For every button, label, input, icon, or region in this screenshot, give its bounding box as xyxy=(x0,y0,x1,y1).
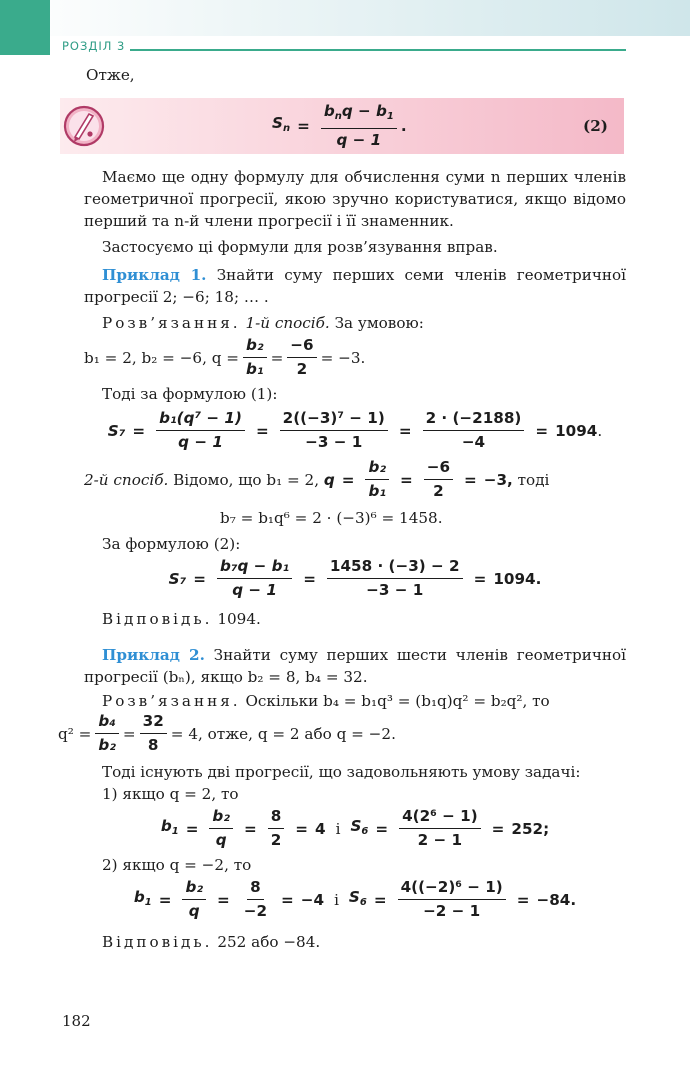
example-2-q-squared: q² = $\frac{\text{b₄}}{\text{b₂}}$ = $\frac{32}{8}$ = 4, отже, q = 2 або q = −2. xyxy=(58,712,396,754)
example-2-solution: Розв’язання. Оскільки b₄ = b₁q³ = (b₁q)q² = b₂q², то xyxy=(102,692,550,710)
page-number: 182 xyxy=(62,1012,91,1030)
example-1-by-formula2: За формулою (2): xyxy=(102,535,241,553)
page-content xyxy=(58,62,627,953)
example-1-statement: Приклад 1. Знайти суму перших семи членів геометричної прогресії 2; −6; 18; … . xyxy=(84,266,626,306)
example-1-then-formula1: Тоді за формулою (1): xyxy=(102,385,278,403)
pencil-circle-icon xyxy=(62,104,106,148)
example-1-b7: b₇ = b₁q⁶ = 2 · (−3)⁶ = 1458. xyxy=(220,509,443,527)
chapter-rule xyxy=(130,49,626,51)
top-band xyxy=(0,0,690,36)
example-2-case1: 1) якщо q = 2, то xyxy=(102,785,239,803)
example-1-answer: Відповідь. 1094. xyxy=(102,610,261,628)
chapter-label: РОЗДІЛ 3 xyxy=(62,39,126,53)
formula-2: $S_n$ = $\frac{b_nq - b_1}{q - 1}$ . xyxy=(272,102,407,149)
chapter-tab xyxy=(0,0,50,55)
intro-text: Отже, xyxy=(86,66,135,84)
formula-2-box xyxy=(60,98,624,154)
case2-formula: $b_1$ = $\frac{\text{b₂}}{q}$ = $\frac{8}{-2}$ = −4 і $S_6$ = $\frac{\text{4((−2)⁶ − 1)}}{-2 - 1}$ = −84. xyxy=(133,878,577,920)
s7-formula-2: S₇ = $\frac{\text{b₇q − b₁}}{q - 1}$ = $\frac{1458 \cdot (-3) - 2}{-3 - 1}$ = 1094. xyxy=(168,557,542,599)
para-apply: Застосуємо ці формули для розв’язування вправ. xyxy=(102,238,498,256)
para-formula-description: Маємо ще одну формулу для обчислення суми n перших членів геометричної прогресії, якою зручно користуватися, якщо відомо перший та n-й члени прогресії і її знаменник. xyxy=(84,168,626,230)
example-2-case2: 2) якщо q = −2, то xyxy=(102,856,252,874)
example-1-solution-intro: Розв’язання. 1-й спосіб. За умовою: xyxy=(102,314,424,332)
s7-formula-1: S₇ = $\frac{\text{b₁(q⁷ − 1)}}{q - 1}$ = $\frac{\text{2((−3)⁷ − 1)}}{-3 - 1}$ = $\frac{2 \cdot (-2188)}{-4}$ = 1094 . xyxy=(107,409,603,451)
example-1-method2: 2-й спосіб. Відомо, що b₁ = 2, q = $\frac{\text{b₂}}{\text{b₁}}$ = $\frac{-6}{2}$ = −3, тоді xyxy=(84,458,550,500)
case1-formula: $b_1$ = $\frac{\text{b₂}}{q}$ = $\frac{8}{2}$ = 4 і $S_6$ = $\frac{\text{4(2⁶ − 1)}}{2 - 1}$ = 252; xyxy=(160,807,550,849)
formula-2-tag: (2) xyxy=(583,117,608,135)
example-2-two-progressions: Тоді існують дві прогресії, що задовольняють умову задачі: xyxy=(102,763,581,781)
example-2-answer: Відповідь. 252 або −84. xyxy=(102,933,321,951)
example-1-given: b₁ = 2, b₂ = −6, q = $\frac{\text{b₂}}{\text{b₁}}$ = $\frac{-6}{2}$ = −3. xyxy=(84,336,366,378)
example-2-statement: Приклад 2. Знайти суму перших шести членів геометричної прогресії (bₙ), якщо b₂ = 8, b₄ = 32. xyxy=(84,646,627,686)
